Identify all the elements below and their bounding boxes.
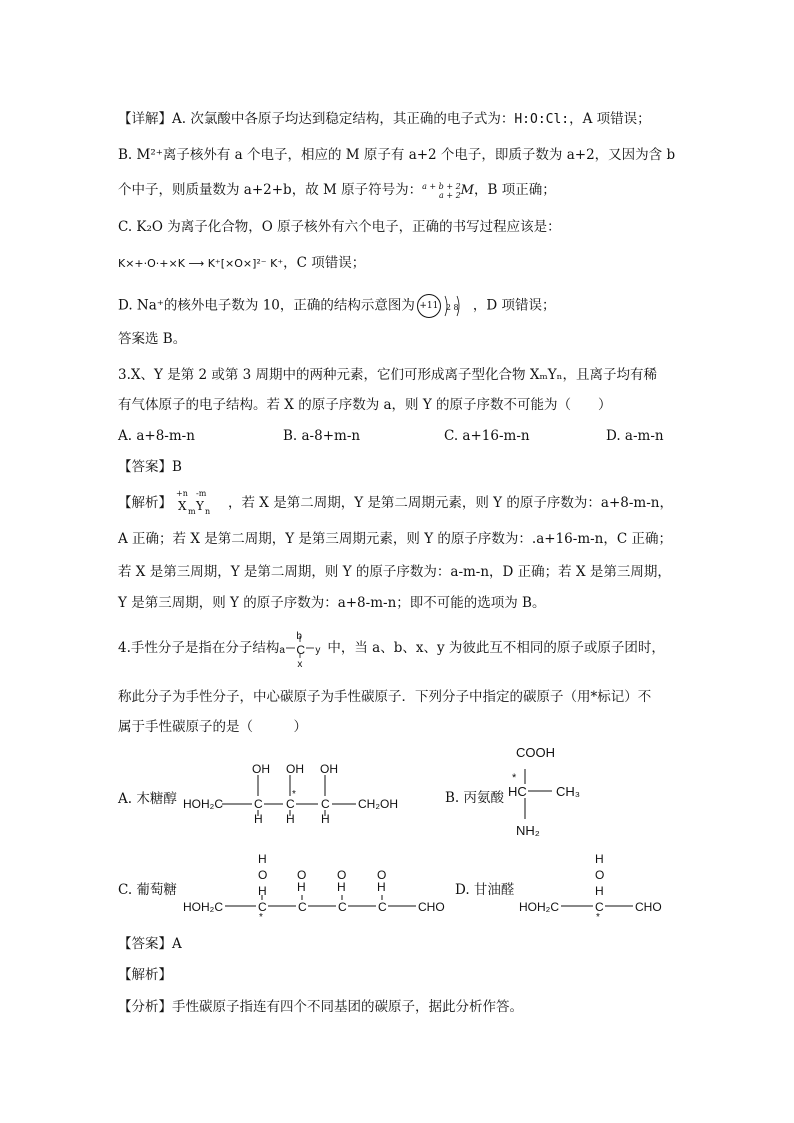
q3-option-b: B. a-8+m-n <box>283 428 361 444</box>
q3-analysis-line2: A 正确；若 X 是第二周期，Y 是第三周期元素，则 Y 的原子序数为：.a+16-m-n，C 正确； <box>118 531 672 547</box>
subscript-n: n <box>205 506 211 516</box>
charge-x: +n <box>176 488 188 498</box>
q4-line3: 属于手性碳原子的是（ ） <box>118 719 307 735</box>
paragraph-detail-b: B. M²⁺离子核外有 a 个电子，相应的 M 原子有 a+2 个电子，即质子数为 a+2，又因为含 b <box>118 147 676 163</box>
q4-option-d-label: D. 甘油醛 <box>455 882 515 898</box>
group-b: b <box>296 630 302 642</box>
q4-line1 <box>118 630 665 670</box>
glucose-h-top: H <box>258 852 267 866</box>
xylitol-c-1: C <box>254 797 263 811</box>
glucose-o-1: O <box>258 868 268 882</box>
xylitol-c-3: C <box>321 797 330 811</box>
q3-option-c: C. a+16-m-n <box>444 428 530 444</box>
q4-option-a-label: A. 木糖醇 <box>118 791 177 807</box>
glucose-hoh2c: HOH₂C <box>183 900 223 914</box>
glucose-c-4: C <box>378 900 387 914</box>
charge-y: -m <box>196 488 207 498</box>
glucose-h-3: H <box>337 880 346 894</box>
glucose-c-2: C <box>298 900 307 914</box>
q4-jiexi: 【解析】 <box>118 967 172 983</box>
glucose-h-2: H <box>297 880 306 894</box>
subscript-m: m <box>188 506 196 516</box>
group-y: y <box>315 644 321 656</box>
q3-option-d: D. a-m-n <box>606 428 664 444</box>
text: D. Na⁺的核外电子数为 10，正确的结构示意图为 <box>118 297 415 314</box>
alanine-cooh: COOH <box>516 745 555 760</box>
text: 个中子，则质量数为 a+2+b，故 M 原子符号为： <box>118 182 423 198</box>
q4-analysis: 【分析】手性碳原子指连有四个不同基团的碳原子，据此分析作答。 <box>118 999 523 1015</box>
q3-line1: 3.X、Y 是第 2 或第 3 周期中的两种元素，它们可形成离子型化合物 XₘYₙ，且离子均有稀 <box>118 367 657 383</box>
glucose-o-2: O <box>297 868 307 882</box>
q4-answer: 【答案】A <box>118 936 182 952</box>
q4-option-c-label: C. 葡萄糖 <box>118 882 177 898</box>
glyceraldehyde-c: C <box>595 900 604 914</box>
compound-formula <box>172 488 228 516</box>
text: 4.手性分子是指在分子结构 <box>118 640 280 656</box>
chiral-structure <box>279 630 327 670</box>
glucose-c-3: C <box>338 900 347 914</box>
glyceraldehyde-h: H <box>595 884 604 898</box>
mass-number: a + b + 2 <box>422 181 461 191</box>
q3-line2: 有气体原子的电子结构。若 X 的原子序数为 a，则 Y 的原子序数不可能为（ ） <box>118 397 612 413</box>
glucose-h-1: H <box>258 884 267 898</box>
text: 【详解】A. 次氯酸中各原子均达到稳定结构，其正确的电子式为： <box>118 111 515 127</box>
bonds <box>279 632 327 662</box>
q4-line2: 称此分子为手性分子，中心碳原子为手性碳原子．下列分子中指定的碳原子（用*标记）不 <box>118 689 652 705</box>
glucose-o-4: O <box>377 868 387 882</box>
group-x: x <box>297 658 303 670</box>
electron-transfer-equation: K×+·O·+×K ⟶ K⁺[×O×]²⁻ K⁺ <box>118 257 284 270</box>
electron-formula: H:O:Cl: <box>514 112 570 127</box>
nucleus: +11 <box>417 294 441 318</box>
text: 【解析】 <box>118 495 172 511</box>
q3-option-a: A. a+8-m-n <box>118 428 195 444</box>
xylitol-c-2: C <box>286 797 295 811</box>
group-a: a <box>279 644 285 656</box>
glucose-o-3: O <box>337 868 347 882</box>
paragraph-detail-d <box>118 294 556 318</box>
text: ，D 项错误； <box>472 297 556 314</box>
element-y: Y <box>196 498 204 513</box>
alanine-hc: HC <box>508 784 527 799</box>
xylitol-oh-1: OH <box>252 762 270 776</box>
glyceraldehyde-o: O <box>595 868 605 882</box>
paragraph-answer-select: 答案选 B。 <box>118 331 187 347</box>
shell-arcs <box>415 294 473 318</box>
xylitol-ch2oh: CH₂OH <box>358 797 398 811</box>
element-x: X <box>178 498 187 513</box>
alanine-star: * <box>512 772 517 784</box>
glucose-h-4: H <box>377 880 386 894</box>
atom-structure-diagram <box>415 294 473 318</box>
element-symbol: M <box>460 183 474 198</box>
xylitol-oh-2: OH <box>286 762 304 776</box>
xylitol-h-2: H <box>286 812 295 826</box>
q4-option-b-label: B. 丙氨酸 <box>445 790 505 806</box>
xylitol-oh-3: OH <box>320 762 338 776</box>
xylitol-star: * <box>292 789 296 800</box>
paragraph-detail-c: C. K₂O 为离子化合物，O 原子核外有六个电子，正确的书写过程应该是： <box>118 219 561 235</box>
alanine-ch3: CH₃ <box>556 784 581 799</box>
xylitol-h-3: H <box>321 812 330 826</box>
paragraph-detail-b-cont <box>118 181 556 200</box>
glucose-star: * <box>259 912 263 923</box>
electron-shells: 2 8 <box>445 303 459 312</box>
paragraph-detail-a <box>118 110 651 129</box>
glucose-c-1: C <box>258 900 267 914</box>
q3-analysis-line3: 若 X 是第三周期，Y 是第二周期，则 Y 的原子序数为：a-m-n，D 正确；若 X 是第三周期， <box>118 564 671 580</box>
alanine-nh2: NH₂ <box>516 823 540 838</box>
q3-answer: 【答案】B <box>118 459 182 475</box>
glyceraldehyde-cho: CHO <box>635 900 662 914</box>
text: ，C 项错误； <box>283 255 366 271</box>
paragraph-detail-c-eq <box>118 254 365 273</box>
glucose-cho: CHO <box>418 900 445 914</box>
text: ，A 项错误； <box>569 111 651 127</box>
glyceraldehyde-hoh2c: HOH₂C <box>519 900 559 914</box>
atomic-number: a + 2 <box>439 190 461 200</box>
xylitol-h-1: H <box>254 812 263 826</box>
glyceraldehyde-h-top: H <box>595 852 604 866</box>
nuclide-symbol <box>422 181 474 200</box>
q3-analysis-line4: Y 是第三周期，则 Y 的原子序数为：a+8-m-n；即不可能的选项为 B。 <box>118 595 546 611</box>
text: 中，当 a、b、x、y 为彼此互不相同的原子或原子团时， <box>327 640 665 656</box>
text: ，B 项正确； <box>473 182 556 198</box>
carbon: C <box>296 642 306 657</box>
glyceraldehyde-star: * <box>596 912 600 923</box>
text: ，若 X 是第二周期，Y 是第二周期元素，则 Y 的原子序数为：a+8-m-n， <box>228 495 673 511</box>
xylitol-hoh2c: HOH₂C <box>183 797 223 811</box>
q3-analysis-line1 <box>118 488 673 516</box>
